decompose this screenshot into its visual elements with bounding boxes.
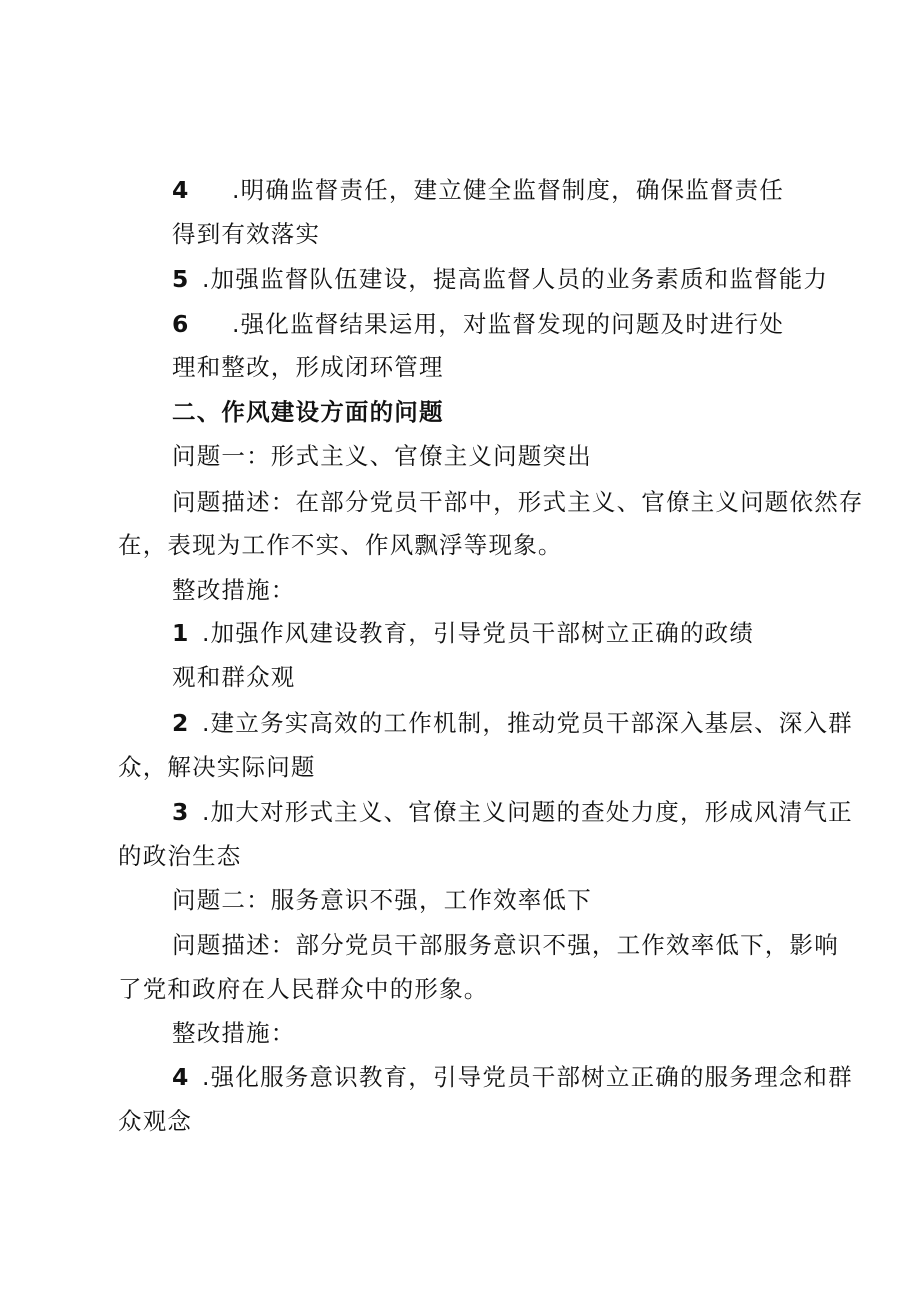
measure-2-line1 — [172, 703, 853, 743]
problem-1-desc-line1: 问题描述：在部分党员干部中，形式主义、官僚主义问题依然存 — [172, 488, 864, 516]
item-5-text: .加强监督队伍建设，提高监督人员的业务素质和监督能力 — [202, 265, 829, 293]
problem-1-title: 问题一：形式主义、官僚主义问题突出 — [172, 442, 592, 470]
problem-2-title: 问题二：服务意识不强，工作效率低下 — [172, 886, 592, 914]
item-6-text: .强化监督结果运用，对监督发现的问题及时进行处 — [232, 310, 785, 338]
measure-4-text: .强化服务意识教育，引导党员干部树立正确的服务理念和群 — [202, 1063, 853, 1091]
item-5-number: 5 — [172, 265, 190, 293]
measure-4-line1 — [172, 1057, 853, 1097]
item-4-line2: 得到有效落实 — [172, 220, 321, 248]
problem-2-measures-label: 整改措施： — [172, 1019, 296, 1047]
item-4-number: 4 — [172, 176, 190, 204]
measure-1-text: .加强作风建设教育，引导党员干部树立正确的政绩 — [202, 619, 755, 647]
item-6-number: 6 — [172, 310, 190, 338]
item-6-line1 — [172, 304, 784, 344]
problem-2-desc-line1: 问题描述：部分党员干部服务意识不强，工作效率低下，影响 — [172, 931, 839, 959]
measure-3-line1 — [172, 792, 853, 832]
measure-3-text: .加大对形式主义、官僚主义问题的查处力度，形成风清气正 — [202, 798, 853, 826]
problem-2-desc-line2: 了党和政府在人民群众中的形象。 — [118, 975, 489, 1003]
problem-1-measures-label: 整改措施： — [172, 576, 296, 604]
item-6-line2: 理和整改，形成闭环管理 — [172, 353, 444, 381]
measure-1-line1 — [172, 613, 754, 653]
item-5-line — [172, 259, 828, 299]
measure-2-line2: 众，解决实际问题 — [118, 753, 316, 781]
measure-2-text: .建立务实高效的工作机制，推动党员干部深入基层、深入群 — [202, 709, 853, 737]
measure-4-number: 4 — [172, 1063, 190, 1091]
measure-4-line2: 众观念 — [118, 1107, 193, 1135]
item-4-text: .明确监督责任，建立健全监督制度，确保监督责任 — [232, 176, 785, 204]
measure-2-number: 2 — [172, 709, 190, 737]
problem-1-desc-line2: 在，表现为工作不实、作风飘浮等现象。 — [118, 531, 563, 559]
measure-3-line2: 的政治生态 — [118, 842, 242, 870]
measure-3-number: 3 — [172, 798, 190, 826]
measure-1-line2: 观和群众观 — [172, 663, 296, 691]
item-4-line1 — [172, 170, 784, 210]
measure-1-number: 1 — [172, 619, 190, 647]
section-2-heading: 二、作风建设方面的问题 — [172, 398, 444, 426]
